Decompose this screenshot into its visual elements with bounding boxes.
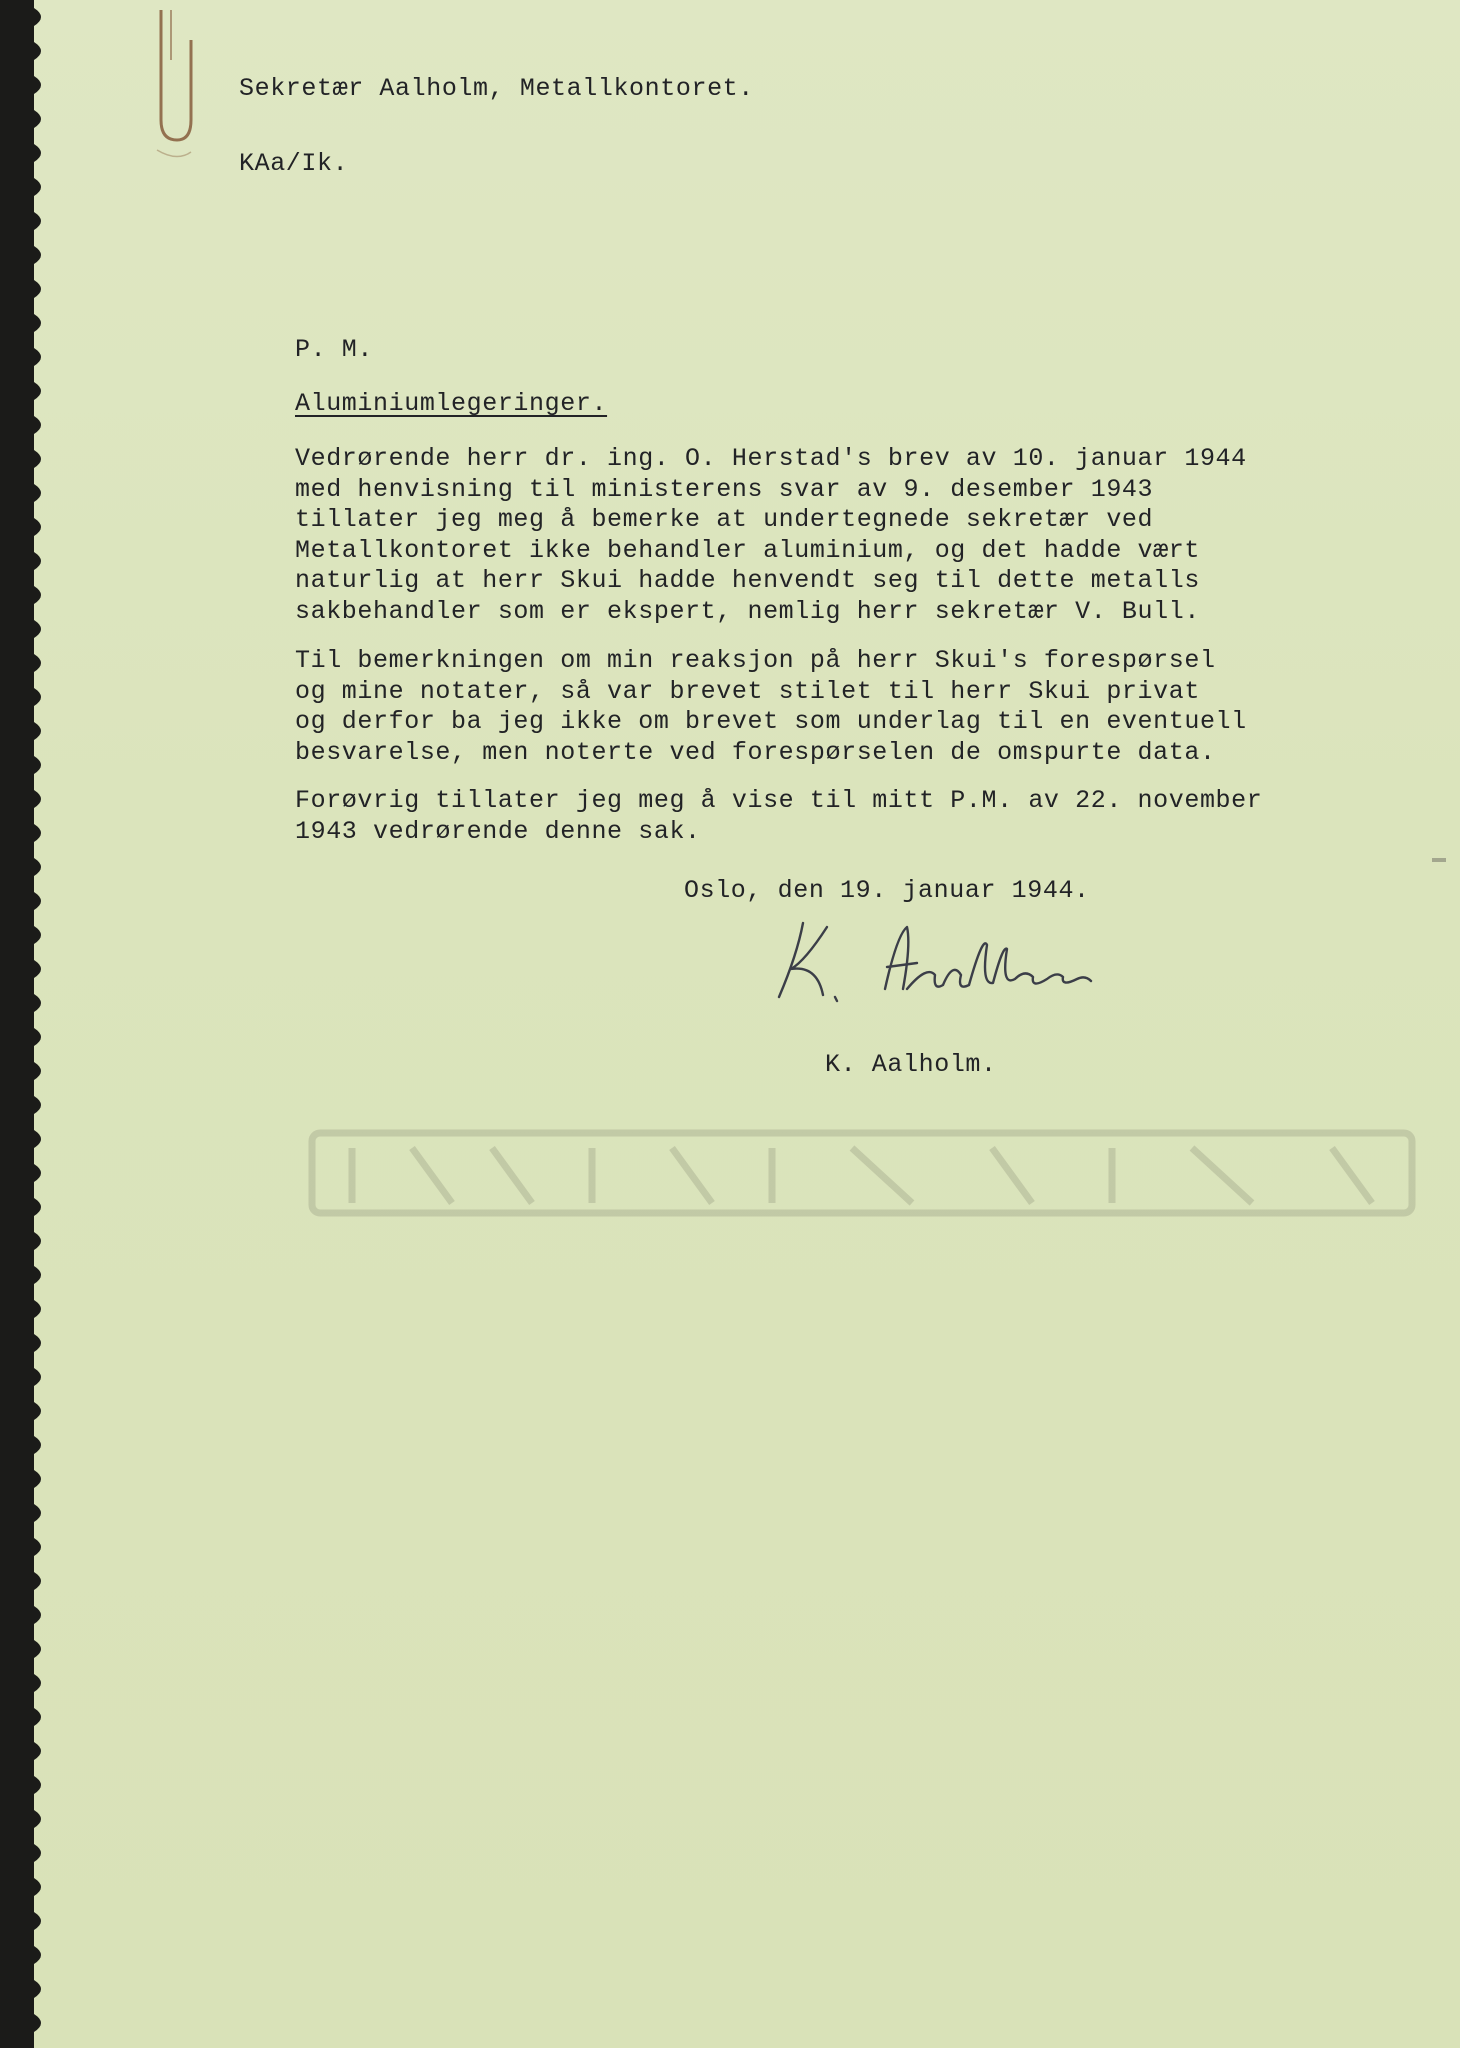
place-and-date: Oslo, den 19. januar 1944.	[684, 876, 1090, 905]
paragraph-2	[295, 646, 1415, 768]
text-line: Til bemerkningen om min reaksjon på herr Skui's forespørsel	[295, 646, 1216, 675]
handwritten-signature	[757, 905, 1117, 1015]
text-line: og derfor ba jeg ikke om brevet som underlag til en eventuell	[295, 707, 1247, 736]
text-line: 1943 vedrørende denne sak.	[295, 816, 701, 846]
signer-name: K. Aalholm.	[825, 1050, 997, 1079]
text-line: Vedrørende herr dr. ing. O. Herstad's brev av 10. januar 1944	[295, 444, 1247, 473]
sender-line: Sekretær Aalholm, Metallkontoret.	[239, 74, 754, 103]
text-line: naturlig at herr Skui hadde henvendt seg til dette metalls	[295, 566, 1200, 595]
text-line: Forøvrig tillater jeg meg å vise til mitt P.M. av 22. november	[295, 786, 1263, 815]
reference-code: KAa/Ik.	[239, 149, 349, 178]
paragraph-3	[295, 786, 1415, 847]
text-line: med henvisning til ministerens svar av 9. desember 1943	[295, 474, 1154, 504]
text-line: besvarelse, men noterte ved forespørselen de omspurte data.	[295, 737, 1216, 767]
memo-subject: Aluminiumlegeringer.	[295, 389, 608, 418]
text-line: sakbehandler som er ekspert, nemlig herr sekretær V. Bull.	[295, 596, 1200, 626]
letter-text	[22, 0, 1460, 2048]
document-page	[22, 0, 1460, 2048]
text-line: og mine notater, så var brevet stilet til herr Skui privat	[295, 676, 1200, 706]
text-line: tillater jeg meg å bemerke at undertegnede sekretær ved	[295, 505, 1154, 534]
text-line: Metallkontoret ikke behandler aluminium, og det hadde vært	[295, 535, 1200, 565]
memo-type: P. M.	[295, 335, 374, 364]
paragraph-1	[295, 444, 1415, 627]
